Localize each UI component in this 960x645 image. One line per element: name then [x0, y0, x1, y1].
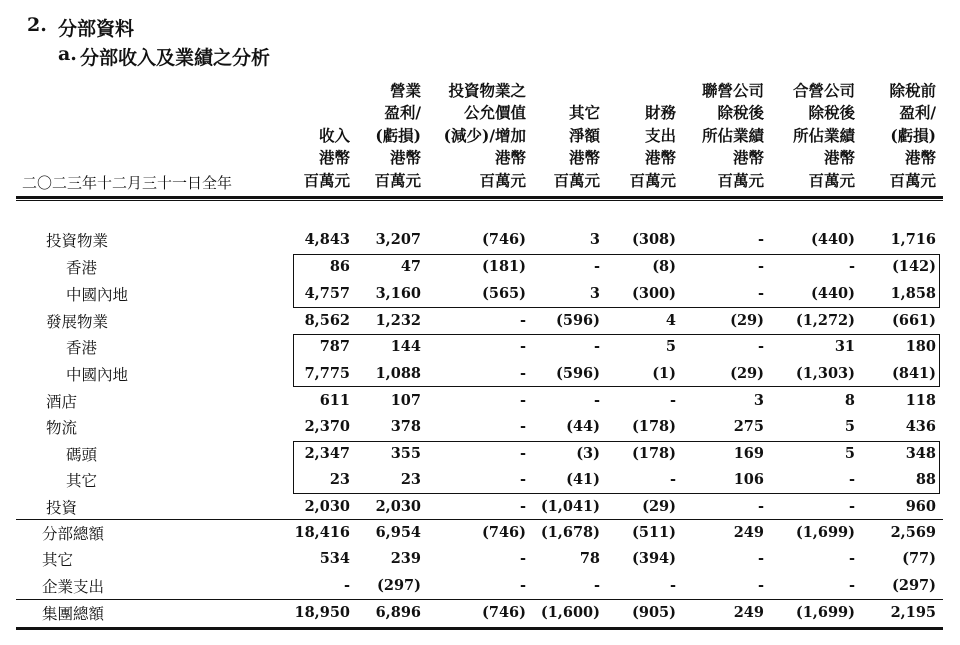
cell-development-property-hk-fair_value: -	[519, 338, 526, 355]
cell-investment-associates: -	[757, 498, 764, 515]
cell-investment-finance: (29)	[642, 498, 676, 515]
column-header-line: 港幣	[644, 148, 676, 167]
cell-logistics-others-pbt: 88	[915, 471, 936, 488]
column-header-line: 港幣	[318, 148, 350, 167]
group-total-rule	[16, 599, 943, 600]
row-label-segment-total: 分部總額	[42, 525, 105, 543]
cell-investment-property-associates: -	[757, 231, 764, 248]
cell-segment-total-finance: (511)	[632, 524, 676, 541]
cell-logistics-associates: 275	[733, 418, 764, 435]
cell-hotel-finance: -	[669, 392, 676, 409]
cell-logistics-terminals-operating: 355	[390, 445, 421, 462]
section-number: 2.	[27, 14, 47, 36]
row-label-investment-property-mainland: 中國內地	[66, 286, 129, 304]
cell-logistics-terminals-jv: 5	[844, 445, 855, 462]
cell-logistics-terminals-finance: (178)	[632, 445, 676, 462]
row-label-corporate-expenses: 企業支出	[42, 578, 105, 596]
cell-investment-property-mainland-revenue: 4,757	[304, 285, 350, 302]
subsection-label: a.	[58, 43, 77, 65]
cell-segment-total-revenue: 18,416	[294, 524, 350, 541]
column-header-line: (虧損)	[375, 125, 421, 145]
cell-logistics-others-other_net: (41)	[566, 471, 600, 488]
column-header-other_net	[530, 102, 600, 192]
column-header-line: 港幣	[494, 148, 526, 167]
cell-development-property-hk-associates: -	[757, 338, 764, 355]
cell-segment-total-other_net: (1,678)	[540, 524, 600, 541]
column-header-line: 合營公司	[792, 80, 855, 100]
column-header-line: 百萬元	[374, 170, 421, 190]
cell-logistics-others-revenue: 23	[329, 471, 350, 488]
cell-investment-property-hk-other_net: -	[593, 258, 600, 275]
cell-development-property-hk-revenue: 787	[319, 338, 350, 355]
cell-segment-total-associates: 249	[733, 524, 764, 541]
cell-development-property-mainland-pbt: (841)	[892, 365, 936, 382]
column-header-line: 所佔業績	[701, 125, 764, 145]
subsection-title: 分部收入及業績之分析	[80, 47, 271, 69]
column-header-line: 除稅後	[808, 103, 855, 122]
header-rule-thin	[16, 200, 943, 201]
cell-logistics-terminals-revenue: 2,347	[304, 445, 350, 462]
cell-corporate-expenses-other_net: -	[593, 577, 600, 594]
cell-logistics-fair_value: -	[519, 418, 526, 435]
cell-logistics-finance: (178)	[632, 418, 676, 435]
cell-other-other_net: 78	[579, 550, 600, 567]
cell-development-property-hk-finance: 5	[665, 338, 676, 355]
cell-logistics-others-associates: 106	[733, 471, 764, 488]
cell-development-property-mainland-operating: 1,088	[375, 365, 421, 382]
column-header-line: 其它	[568, 103, 600, 122]
cell-investment-property-mainland-fair_value: (565)	[482, 285, 526, 302]
cell-other-jv: -	[848, 550, 855, 567]
cell-investment-property-hk-operating: 47	[400, 258, 421, 275]
cell-hotel-other_net: -	[593, 392, 600, 409]
cell-development-property-finance: 4	[665, 312, 676, 329]
column-header-line: 除稅後	[717, 103, 764, 122]
cell-group-total-jv: (1,699)	[795, 604, 855, 621]
cell-development-property-mainland-revenue: 7,775	[304, 365, 350, 382]
cell-hotel-operating: 107	[390, 392, 421, 409]
cell-logistics-revenue: 2,370	[304, 418, 350, 435]
cell-hotel-jv: 8	[844, 392, 855, 409]
cell-development-property-hk-pbt: 180	[905, 338, 936, 355]
cell-group-total-other_net: (1,600)	[540, 604, 600, 621]
column-header-line: 百萬元	[303, 170, 350, 190]
header-rule-thick	[16, 196, 943, 199]
cell-development-property-mainland-associates: (29)	[730, 365, 764, 382]
cell-logistics-others-operating: 23	[400, 471, 421, 488]
cell-group-total-finance: (905)	[632, 604, 676, 621]
cell-group-total-fair_value: (746)	[482, 604, 526, 621]
row-label-other: 其它	[42, 551, 74, 569]
cell-investment-property-pbt: 1,716	[890, 231, 936, 248]
cell-investment-jv: -	[848, 498, 855, 515]
period-label: 二〇二三年十二月三十一日全年	[22, 174, 233, 192]
section-title: 分部資料	[58, 18, 135, 40]
column-header-line: 盈利/	[899, 103, 936, 122]
segment-total-rule	[16, 519, 943, 520]
cell-investment-property-revenue: 4,843	[304, 231, 350, 248]
column-header-line: 公允價值	[463, 103, 526, 122]
cell-group-total-operating: 6,896	[375, 604, 421, 621]
column-header-line: 投資物業之	[448, 80, 526, 100]
cell-investment-property-hk-pbt: (142)	[892, 258, 936, 275]
cell-logistics-terminals-pbt: 348	[905, 445, 936, 462]
cell-corporate-expenses-fair_value: -	[519, 577, 526, 594]
cell-logistics-terminals-associates: 169	[733, 445, 764, 462]
row-label-development-property: 發展物業	[46, 313, 109, 331]
cell-logistics-others-finance: -	[669, 471, 676, 488]
row-label-logistics-terminals: 碼頭	[66, 446, 98, 464]
cell-corporate-expenses-operating: (297)	[377, 577, 421, 594]
cell-other-revenue: 534	[319, 550, 350, 567]
cell-investment-property-finance: (308)	[632, 231, 676, 248]
cell-hotel-fair_value: -	[519, 392, 526, 409]
column-header-line: 港幣	[568, 148, 600, 167]
column-header-line: 港幣	[389, 148, 421, 167]
cell-investment-property-hk-jv: -	[848, 258, 855, 275]
cell-hotel-revenue: 611	[319, 392, 350, 409]
column-header-line: 財務	[644, 103, 676, 122]
column-header-line: 支出	[644, 125, 676, 145]
row-label-investment-property-hk: 香港	[66, 259, 98, 277]
column-header-line: 港幣	[904, 148, 936, 167]
cell-development-property-mainland-finance: (1)	[652, 365, 676, 382]
cell-investment-operating: 2,030	[375, 498, 421, 515]
cell-development-property-mainland-jv: (1,303)	[795, 365, 855, 382]
cell-development-property-mainland-fair_value: -	[519, 365, 526, 382]
cell-corporate-expenses-associates: -	[757, 577, 764, 594]
cell-development-property-fair_value: -	[519, 312, 526, 329]
cell-logistics-pbt: 436	[905, 418, 936, 435]
cell-development-property-hk-jv: 31	[834, 338, 855, 355]
cell-logistics-terminals-other_net: (3)	[576, 445, 600, 462]
cell-development-property-operating: 1,232	[375, 312, 421, 329]
cell-development-property-revenue: 8,562	[304, 312, 350, 329]
column-header-line: 淨額	[568, 125, 600, 145]
cell-other-operating: 239	[390, 550, 421, 567]
cell-investment-pbt: 960	[905, 498, 936, 515]
cell-investment-revenue: 2,030	[304, 498, 350, 515]
cell-investment-property-operating: 3,207	[375, 231, 421, 248]
cell-development-property-mainland-other_net: (596)	[556, 365, 600, 382]
cell-other-fair_value: -	[519, 550, 526, 567]
column-header-line: 百萬元	[808, 170, 855, 190]
cell-investment-property-mainland-other_net: 3	[589, 285, 600, 302]
column-header-line: 營業	[389, 80, 421, 100]
cell-investment-property-hk-finance: (8)	[652, 258, 676, 275]
cell-corporate-expenses-finance: -	[669, 577, 676, 594]
column-header-line: 百萬元	[629, 170, 676, 190]
cell-investment-property-mainland-operating: 3,160	[375, 285, 421, 302]
cell-corporate-expenses-jv: -	[848, 577, 855, 594]
column-header-line: 除稅前	[889, 80, 936, 100]
cell-other-finance: (394)	[632, 550, 676, 567]
column-header-line: 百萬元	[553, 170, 600, 190]
column-header-revenue	[280, 125, 350, 193]
cell-investment-property-mainland-jv: (440)	[811, 285, 855, 302]
column-header-line: 聯營公司	[701, 80, 764, 100]
cell-hotel-associates: 3	[753, 392, 764, 409]
row-label-logistics-others: 其它	[66, 472, 98, 490]
cell-group-total-revenue: 18,950	[294, 604, 350, 621]
cell-logistics-operating: 378	[390, 418, 421, 435]
cell-logistics-others-fair_value: -	[519, 471, 526, 488]
cell-development-property-pbt: (661)	[892, 312, 936, 329]
cell-development-property-hk-operating: 144	[390, 338, 421, 355]
row-label-development-property-mainland: 中國內地	[66, 366, 129, 384]
cell-other-pbt: (77)	[902, 550, 936, 567]
cell-segment-total-pbt: 2,569	[890, 524, 936, 541]
cell-hotel-pbt: 118	[905, 392, 936, 409]
column-header-fair_value	[396, 80, 526, 193]
row-label-investment-property: 投資物業	[46, 232, 109, 250]
cell-investment-property-hk-associates: -	[757, 258, 764, 275]
cell-development-property-hk-other_net: -	[593, 338, 600, 355]
column-header-line: 百萬元	[479, 170, 526, 190]
column-header-pbt	[846, 80, 936, 193]
cell-logistics-terminals-fair_value: -	[519, 445, 526, 462]
row-label-group-total: 集團總額	[42, 605, 105, 623]
cell-corporate-expenses-revenue: -	[343, 577, 350, 594]
cell-group-total-associates: 249	[733, 604, 764, 621]
cell-development-property-other_net: (596)	[556, 312, 600, 329]
row-label-development-property-hk: 香港	[66, 339, 98, 357]
cell-investment-property-other_net: 3	[589, 231, 600, 248]
column-header-line: 百萬元	[889, 170, 936, 190]
cell-investment-fair_value: -	[519, 498, 526, 515]
cell-other-associates: -	[757, 550, 764, 567]
cell-investment-property-mainland-associates: -	[757, 285, 764, 302]
column-header-line: (減少)/增加	[443, 125, 526, 145]
cell-investment-property-mainland-pbt: 1,858	[890, 285, 936, 302]
cell-investment-property-fair_value: (746)	[482, 231, 526, 248]
cell-segment-total-fair_value: (746)	[482, 524, 526, 541]
cell-segment-total-operating: 6,954	[375, 524, 421, 541]
cell-corporate-expenses-pbt: (297)	[892, 577, 936, 594]
cell-investment-other_net: (1,041)	[540, 498, 600, 515]
cell-logistics-jv: 5	[844, 418, 855, 435]
cell-investment-property-hk-fair_value: (181)	[482, 258, 526, 275]
column-header-line: 所佔業績	[792, 125, 855, 145]
cell-development-property-jv: (1,272)	[795, 312, 855, 329]
cell-investment-property-jv: (440)	[811, 231, 855, 248]
column-header-line: 港幣	[823, 148, 855, 167]
column-header-line: 港幣	[732, 148, 764, 167]
row-label-hotel: 酒店	[46, 393, 78, 411]
column-header-jv	[745, 80, 855, 193]
cell-logistics-other_net: (44)	[566, 418, 600, 435]
cell-investment-property-mainland-finance: (300)	[632, 285, 676, 302]
column-header-line: 百萬元	[717, 170, 764, 190]
column-header-line: (虧損)	[890, 125, 936, 145]
row-label-investment: 投資	[46, 499, 78, 517]
cell-investment-property-hk-revenue: 86	[329, 258, 350, 275]
cell-group-total-pbt: 2,195	[890, 604, 936, 621]
cell-logistics-others-jv: -	[848, 471, 855, 488]
column-header-line: 收入	[318, 125, 350, 145]
cell-segment-total-jv: (1,699)	[795, 524, 855, 541]
bottom-rule-thick	[16, 627, 943, 630]
cell-development-property-associates: (29)	[730, 312, 764, 329]
row-label-logistics: 物流	[46, 419, 78, 437]
column-header-line: 盈利/	[384, 103, 421, 122]
